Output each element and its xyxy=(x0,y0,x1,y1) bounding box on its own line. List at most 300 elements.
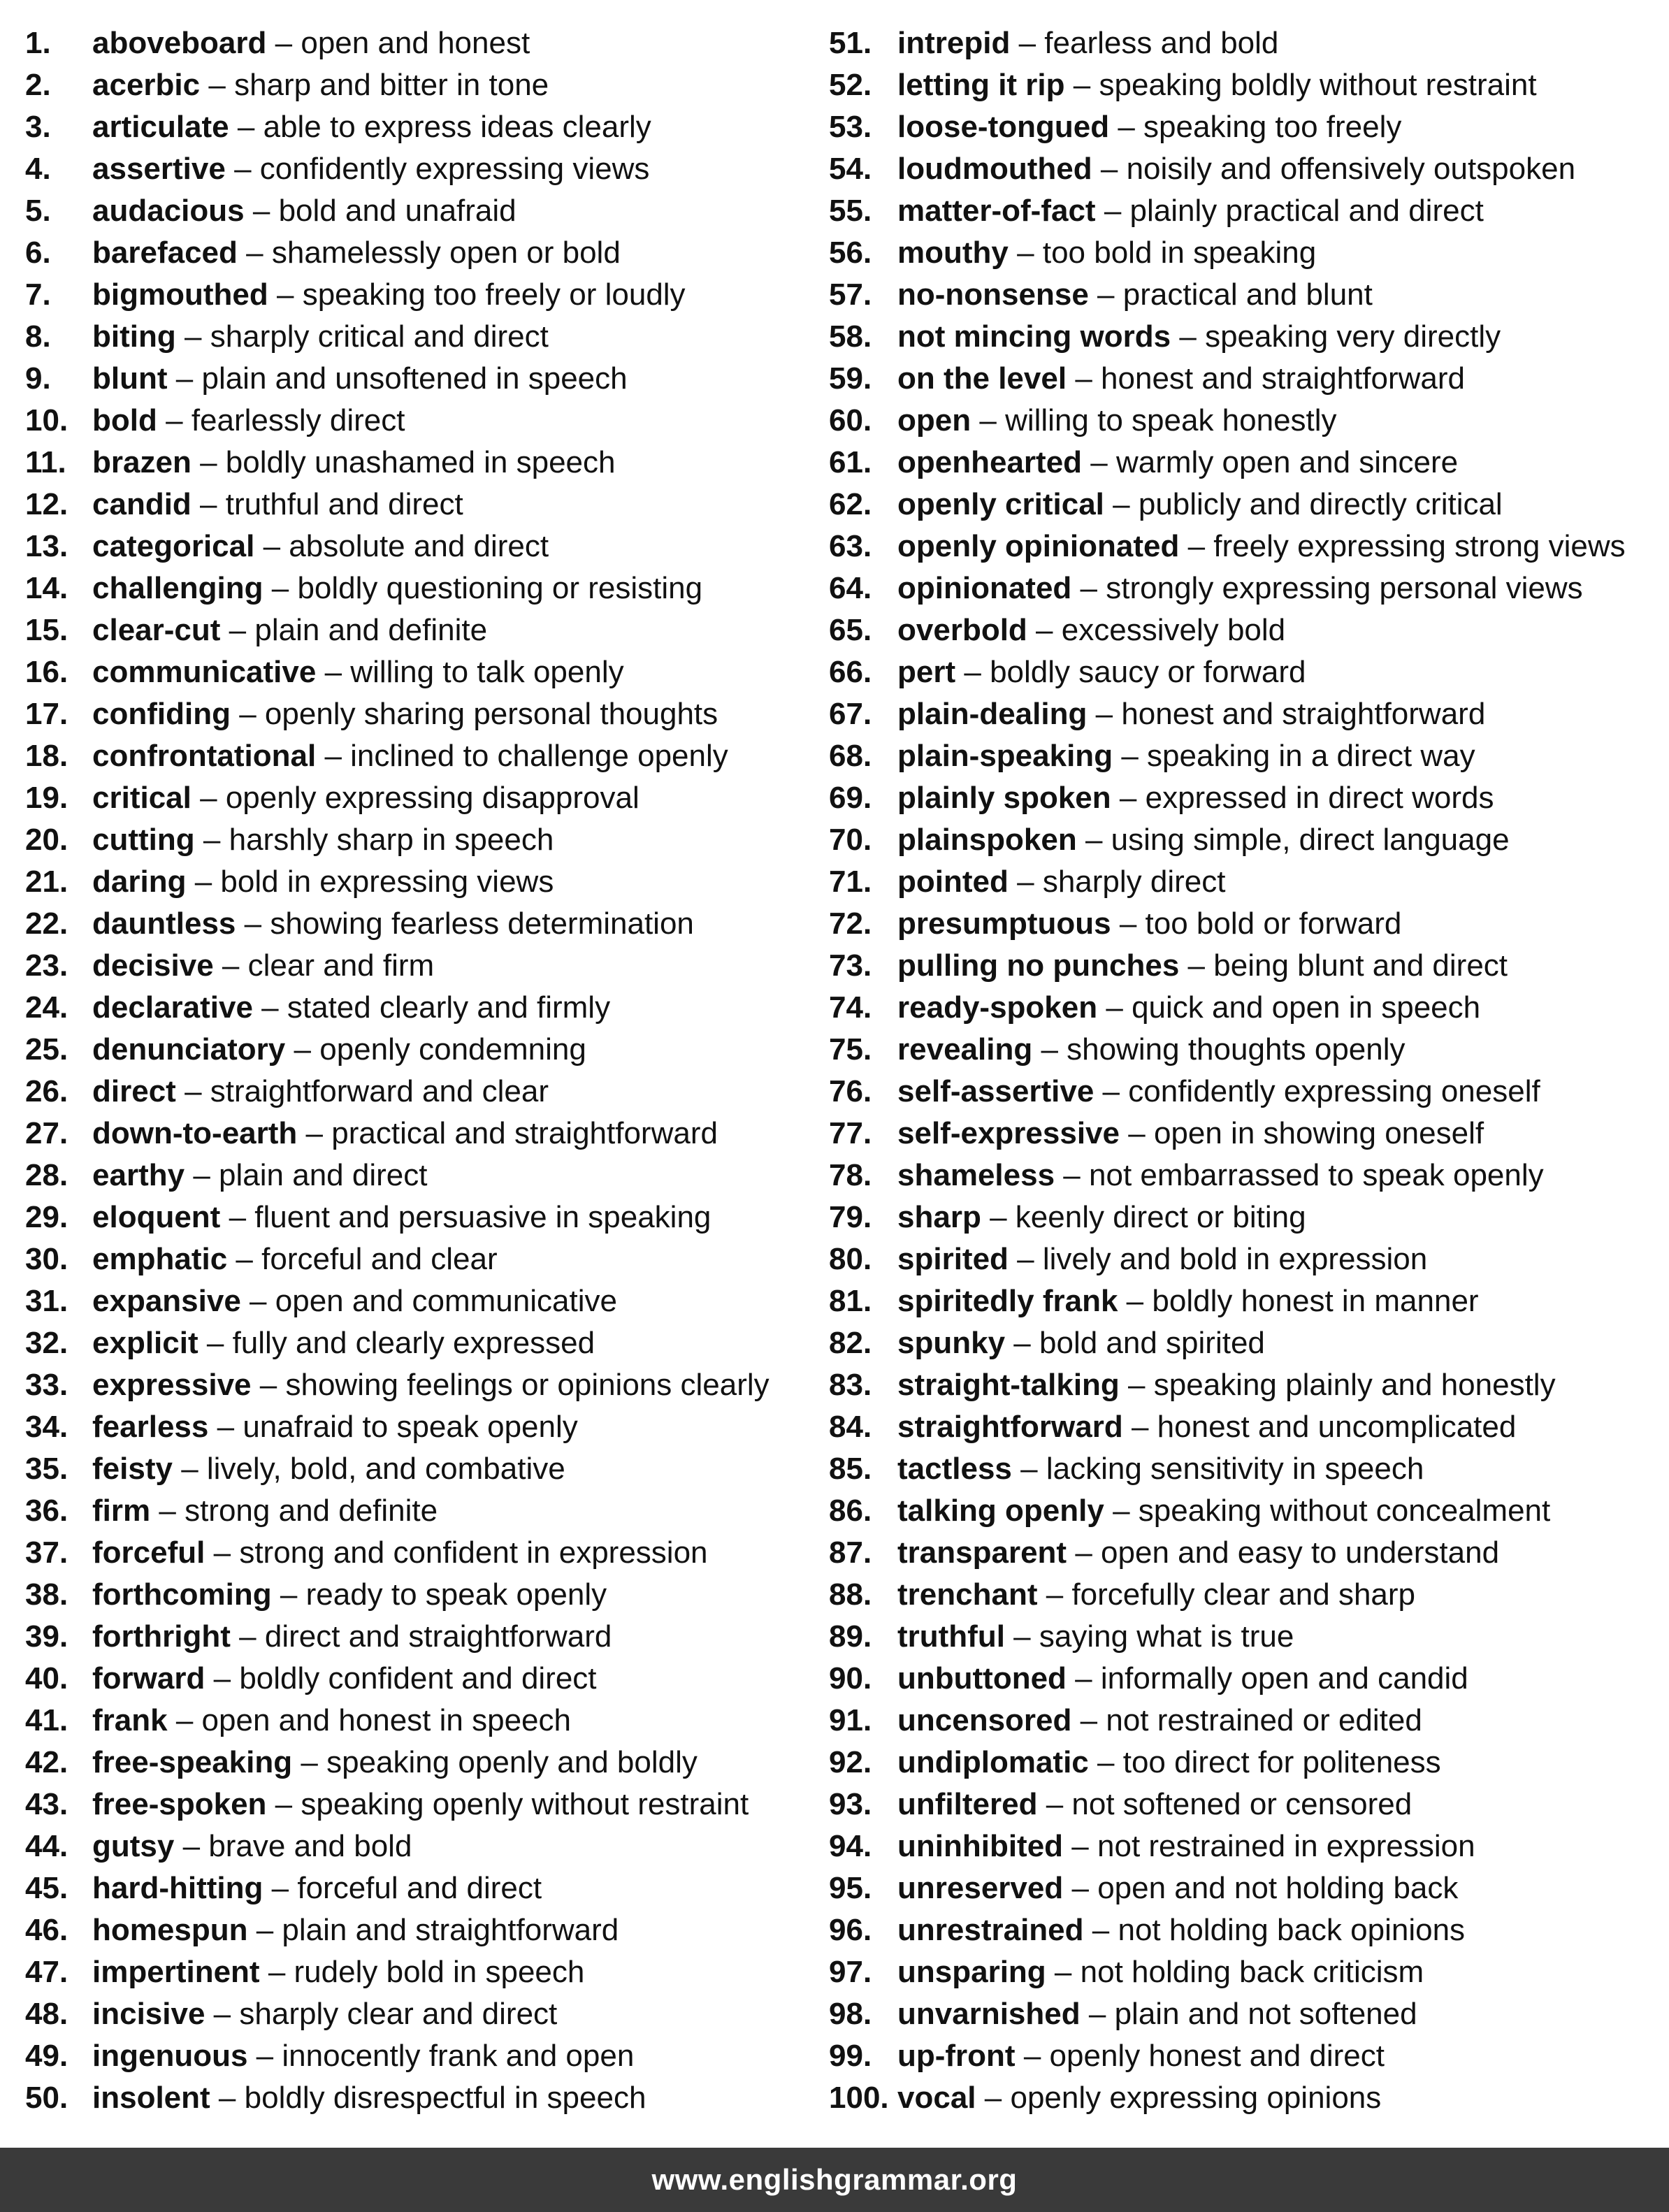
item-number: 91. xyxy=(829,1703,872,1737)
item-definition: plain and not softened xyxy=(1114,1997,1417,2031)
item-number: 97. xyxy=(829,1955,872,1989)
item-number: 14. xyxy=(25,571,68,605)
item-number: 20. xyxy=(25,823,68,857)
list-item xyxy=(829,1071,1661,1113)
item-text xyxy=(897,358,1465,400)
item-number: 47. xyxy=(25,1955,68,1989)
item-number: 11. xyxy=(25,445,66,479)
item-term: feisty xyxy=(92,1452,173,1486)
item-definition: honest and straightforward xyxy=(1101,361,1466,396)
item-number: 61. xyxy=(829,445,872,479)
item-definition: sharply critical and direct xyxy=(210,319,549,354)
list-item xyxy=(829,1197,1661,1238)
list-item xyxy=(25,1364,822,1406)
list-item xyxy=(829,64,1661,106)
item-number: 51. xyxy=(829,26,872,60)
item-number: 74. xyxy=(829,990,872,1025)
item-term: down-to-earth xyxy=(92,1116,298,1150)
item-term: unvarnished xyxy=(897,1997,1081,2031)
item-definition: honest and straightforward xyxy=(1121,697,1486,731)
item-number: 77. xyxy=(829,1116,872,1150)
item-text xyxy=(92,1364,770,1406)
item-separator: – xyxy=(990,1200,1007,1234)
item-definition: innocently frank and open xyxy=(282,2039,635,2073)
list-item xyxy=(25,64,822,106)
item-definition: strongly expressing personal views xyxy=(1106,571,1583,605)
item-term: impertinent xyxy=(92,1955,260,1989)
item-definition: stated clearly and firmly xyxy=(287,990,611,1025)
item-term: firm xyxy=(92,1494,151,1528)
item-text xyxy=(92,106,651,148)
item-separator: – xyxy=(1023,2039,1041,2073)
item-definition: speaking without concealment xyxy=(1138,1494,1551,1528)
item-definition: willing to talk openly xyxy=(350,655,624,689)
list-item xyxy=(829,1029,1661,1071)
item-text xyxy=(897,484,1503,526)
item-number: 21. xyxy=(25,865,68,899)
item-term: unrestrained xyxy=(897,1913,1084,1947)
item-term: self-assertive xyxy=(897,1074,1094,1108)
list-item xyxy=(25,693,822,735)
item-definition: being blunt and direct xyxy=(1213,948,1508,983)
item-term: spunky xyxy=(897,1326,1006,1360)
item-separator: – xyxy=(1131,1410,1149,1444)
item-separator: – xyxy=(175,1703,194,1737)
item-separator: – xyxy=(275,26,293,60)
item-definition: practical and blunt xyxy=(1122,277,1373,312)
item-term: opinionated xyxy=(897,571,1072,605)
list-item xyxy=(25,1071,822,1113)
list-item xyxy=(25,1532,822,1574)
list-item xyxy=(25,1406,822,1448)
item-separator: – xyxy=(1017,865,1034,899)
item-separator: – xyxy=(1075,1661,1092,1696)
item-separator: – xyxy=(1013,1326,1031,1360)
item-number: 98. xyxy=(829,1997,872,2031)
list-item xyxy=(829,777,1661,819)
item-text xyxy=(897,609,1285,651)
item-number: 44. xyxy=(25,1829,68,1863)
item-term: trenchant xyxy=(897,1577,1038,1612)
item-term: declarative xyxy=(92,990,253,1025)
item-text xyxy=(897,232,1316,274)
item-term: unbuttoned xyxy=(897,1661,1067,1696)
item-text xyxy=(897,1155,1544,1197)
list-item xyxy=(829,190,1661,232)
item-text xyxy=(92,400,405,442)
list-item xyxy=(25,148,822,190)
item-number: 46. xyxy=(25,1913,68,1947)
item-term: frank xyxy=(92,1703,168,1737)
item-definition: speaking plainly and honestly xyxy=(1153,1368,1556,1402)
item-number: 36. xyxy=(25,1494,68,1528)
list-item xyxy=(829,1113,1661,1155)
item-text xyxy=(92,1951,584,1993)
item-text xyxy=(92,1238,498,1280)
item-separator: – xyxy=(1095,697,1113,731)
item-term: pointed xyxy=(897,865,1009,899)
item-number: 89. xyxy=(829,1619,872,1654)
item-text xyxy=(92,651,624,693)
item-number: 16. xyxy=(25,655,68,689)
item-separator: – xyxy=(159,1494,176,1528)
item-definition: absolute and direct xyxy=(289,529,549,563)
item-number: 17. xyxy=(25,697,68,731)
list-item xyxy=(829,1867,1661,1909)
item-term: forthright xyxy=(92,1619,231,1654)
item-number: 43. xyxy=(25,1787,68,1821)
item-term: denunciatory xyxy=(92,1032,286,1067)
item-term: candid xyxy=(92,487,192,521)
list-item xyxy=(829,1993,1661,2035)
item-number: 78. xyxy=(829,1158,872,1192)
item-number: 69. xyxy=(829,781,872,815)
item-number: 90. xyxy=(829,1661,872,1696)
item-number: 53. xyxy=(829,110,872,144)
item-definition: lively, bold, and combative xyxy=(206,1452,565,1486)
item-number: 73. xyxy=(829,948,872,983)
item-definition: plain and definite xyxy=(254,613,488,647)
item-separator: – xyxy=(1017,1242,1034,1276)
item-term: undiplomatic xyxy=(897,1745,1089,1779)
list-item xyxy=(25,1742,822,1784)
item-separator: – xyxy=(213,1661,231,1696)
item-text xyxy=(92,1197,711,1238)
list-item xyxy=(25,1700,822,1742)
item-text xyxy=(92,1867,542,1909)
item-text xyxy=(92,1742,698,1784)
item-text xyxy=(897,22,1278,64)
list-item xyxy=(25,484,822,526)
item-number: 70. xyxy=(829,823,872,857)
item-separator: – xyxy=(1119,781,1137,815)
item-term: spirited xyxy=(897,1242,1009,1276)
list-item xyxy=(829,1658,1661,1700)
item-number: 76. xyxy=(829,1074,872,1108)
item-term: direct xyxy=(92,1074,176,1108)
item-definition: bold and spirited xyxy=(1039,1326,1265,1360)
item-definition: practical and straightforward xyxy=(331,1116,718,1150)
list-item xyxy=(829,819,1661,861)
item-separator: – xyxy=(1073,68,1091,102)
item-term: communicative xyxy=(92,655,317,689)
item-definition: fearless and bold xyxy=(1044,26,1279,60)
item-separator: – xyxy=(1179,319,1197,354)
list-item xyxy=(25,1826,822,1867)
item-definition: open and communicative xyxy=(275,1284,617,1318)
item-number: 86. xyxy=(829,1494,872,1528)
item-definition: openly condemning xyxy=(319,1032,586,1067)
item-separator: – xyxy=(1075,1535,1092,1570)
item-text xyxy=(92,274,686,316)
item-definition: forceful and clear xyxy=(261,1242,498,1276)
item-definition: not restrained or edited xyxy=(1106,1703,1422,1737)
list-item xyxy=(829,1406,1661,1448)
item-term: free-spoken xyxy=(92,1787,267,1821)
item-number: 54. xyxy=(829,152,872,186)
item-term: sharp xyxy=(897,1200,981,1234)
item-number: 92. xyxy=(829,1745,872,1779)
item-text xyxy=(92,1574,607,1616)
item-term: spiritedly frank xyxy=(897,1284,1118,1318)
list-item xyxy=(829,568,1661,609)
item-definition: confidently expressing views xyxy=(259,152,650,186)
item-separator: – xyxy=(1088,1997,1106,2031)
item-definition: speaking too freely or loudly xyxy=(302,277,686,312)
footer-url[interactable]: www.englishgrammar.org xyxy=(651,2163,1018,2196)
item-text xyxy=(897,945,1508,987)
item-number: 87. xyxy=(829,1535,872,1570)
item-separator: – xyxy=(237,110,255,144)
item-text xyxy=(92,903,694,945)
item-term: overbold xyxy=(897,613,1027,647)
item-text xyxy=(92,1700,571,1742)
list-item xyxy=(829,945,1661,987)
item-number: 31. xyxy=(25,1284,68,1318)
item-term: confiding xyxy=(92,697,231,731)
item-term: forthcoming xyxy=(92,1577,272,1612)
item-separator: – xyxy=(964,655,981,689)
item-number: 49. xyxy=(25,2039,68,2073)
item-definition: not softened or censored xyxy=(1071,1787,1412,1821)
item-term: talking openly xyxy=(897,1494,1104,1528)
item-text xyxy=(897,1826,1475,1867)
word-list-column-right xyxy=(829,22,1661,2119)
item-text xyxy=(92,2035,634,2077)
item-separator: – xyxy=(236,1242,253,1276)
item-text xyxy=(92,2077,646,2119)
item-definition: keenly direct or biting xyxy=(1015,1200,1306,1234)
item-term: unreserved xyxy=(897,1871,1064,1905)
list-item xyxy=(829,609,1661,651)
item-separator: – xyxy=(268,1955,286,1989)
item-term: intrepid xyxy=(897,26,1011,60)
item-definition: ready to speak openly xyxy=(305,1577,607,1612)
item-text xyxy=(92,1113,718,1155)
list-item xyxy=(25,861,822,903)
item-text xyxy=(92,1490,438,1532)
item-text xyxy=(92,1448,565,1490)
item-text xyxy=(897,2035,1385,2077)
item-term: bigmouthed xyxy=(92,277,268,312)
item-separator: – xyxy=(194,865,212,899)
item-separator: – xyxy=(252,194,270,228)
item-separator: – xyxy=(1097,277,1115,312)
item-term: openly opinionated xyxy=(897,529,1180,563)
item-separator: – xyxy=(275,1787,293,1821)
item-definition: inclined to challenge openly xyxy=(350,739,728,773)
item-definition: lively and bold in expression xyxy=(1042,1242,1428,1276)
item-term: forceful xyxy=(92,1535,205,1570)
item-term: plainspoken xyxy=(897,823,1077,857)
item-number: 6. xyxy=(25,236,51,270)
list-item xyxy=(829,1490,1661,1532)
list-item xyxy=(829,316,1661,358)
item-text xyxy=(897,903,1401,945)
item-term: challenging xyxy=(92,571,263,605)
item-term: eloquent xyxy=(92,1200,221,1234)
item-text xyxy=(897,1448,1424,1490)
item-text xyxy=(897,1867,1458,1909)
item-separator: – xyxy=(1113,487,1130,521)
item-definition: speaking openly and boldly xyxy=(326,1745,698,1779)
item-number: 41. xyxy=(25,1703,68,1737)
item-separator: – xyxy=(305,1116,324,1150)
item-term: shameless xyxy=(897,1158,1055,1192)
item-separator: – xyxy=(1063,1158,1081,1192)
item-number: 13. xyxy=(25,529,68,563)
item-text xyxy=(92,819,554,861)
item-number: 82. xyxy=(829,1326,872,1360)
item-separator: – xyxy=(1075,361,1092,396)
item-definition: open and easy to understand xyxy=(1101,1535,1500,1570)
item-text xyxy=(897,1574,1415,1616)
item-number: 35. xyxy=(25,1452,68,1486)
item-term: plainly spoken xyxy=(897,781,1111,815)
item-number: 75. xyxy=(829,1032,872,1067)
item-number: 48. xyxy=(25,1997,68,2031)
item-separator: – xyxy=(1104,194,1122,228)
list-item xyxy=(25,1490,822,1532)
item-number: 24. xyxy=(25,990,68,1025)
item-number: 23. xyxy=(25,948,68,983)
list-item xyxy=(25,442,822,484)
item-text xyxy=(92,64,549,106)
list-item xyxy=(25,358,822,400)
item-text xyxy=(92,1784,749,1826)
item-number: 72. xyxy=(829,906,872,941)
list-item xyxy=(25,777,822,819)
list-item xyxy=(25,1197,822,1238)
list-item xyxy=(829,442,1661,484)
item-separator: – xyxy=(276,277,294,312)
item-text xyxy=(92,316,549,358)
item-separator: – xyxy=(244,906,262,941)
item-definition: strong and confident in expression xyxy=(239,1535,708,1570)
item-term: categorical xyxy=(92,529,255,563)
item-definition: speaking openly without restraint xyxy=(301,1787,749,1821)
item-term: incisive xyxy=(92,1997,205,2031)
item-separator: – xyxy=(246,236,263,270)
item-separator: – xyxy=(250,1284,267,1318)
item-separator: – xyxy=(213,1535,231,1570)
item-text xyxy=(897,1280,1479,1322)
item-definition: speaking too freely xyxy=(1143,110,1402,144)
item-term: blunt xyxy=(92,361,168,396)
item-number: 99. xyxy=(829,2039,872,2073)
item-definition: open and not holding back xyxy=(1097,1871,1459,1905)
item-separator: – xyxy=(984,2081,1002,2115)
item-definition: plain and direct xyxy=(219,1158,428,1192)
item-definition: fluent and persuasive in speaking xyxy=(254,1200,711,1234)
item-text xyxy=(897,316,1501,358)
item-separator: – xyxy=(1121,739,1139,773)
item-definition: harshly sharp in speech xyxy=(229,823,554,857)
item-text xyxy=(897,526,1626,568)
item-definition: confidently expressing oneself xyxy=(1128,1074,1540,1108)
item-separator: – xyxy=(1036,613,1053,647)
item-number: 5. xyxy=(25,194,51,228)
item-definition: bold and unafraid xyxy=(278,194,516,228)
item-text xyxy=(92,777,640,819)
item-text xyxy=(897,190,1484,232)
item-separator: – xyxy=(1106,990,1123,1025)
item-separator: – xyxy=(200,445,217,479)
item-text xyxy=(92,1532,708,1574)
list-item xyxy=(25,2035,822,2077)
item-separator: – xyxy=(1100,152,1118,186)
item-definition: able to express ideas clearly xyxy=(263,110,651,144)
item-term: pert xyxy=(897,655,956,689)
item-term: matter-of-fact xyxy=(897,194,1096,228)
list-item xyxy=(25,568,822,609)
list-item xyxy=(25,945,822,987)
item-definition: straightforward and clear xyxy=(210,1074,549,1108)
item-definition: strong and definite xyxy=(185,1494,438,1528)
list-item xyxy=(829,106,1661,148)
item-separator: – xyxy=(256,2039,274,2073)
item-separator: – xyxy=(208,68,226,102)
item-definition: showing fearless determination xyxy=(270,906,694,941)
word-list-column-left xyxy=(25,22,822,2119)
item-separator: – xyxy=(185,1074,202,1108)
item-definition: using simple, direct language xyxy=(1111,823,1510,857)
item-number: 95. xyxy=(829,1871,872,1905)
item-separator: – xyxy=(182,1829,201,1863)
item-definition: fearlessly direct xyxy=(191,403,405,438)
list-item xyxy=(829,1155,1661,1197)
item-separator: – xyxy=(203,823,221,857)
list-item xyxy=(829,1784,1661,1826)
item-definition: unafraid to speak openly xyxy=(243,1410,578,1444)
item-term: openhearted xyxy=(897,445,1083,479)
item-definition: plain and unsoftened in speech xyxy=(201,361,628,396)
item-definition: openly honest and direct xyxy=(1049,2039,1385,2073)
item-text xyxy=(897,1029,1406,1071)
item-text xyxy=(92,1322,595,1364)
item-text xyxy=(897,568,1583,609)
item-definition: shamelessly open or bold xyxy=(271,236,621,270)
item-text xyxy=(92,442,616,484)
item-number: 29. xyxy=(25,1200,68,1234)
item-term: forward xyxy=(92,1661,205,1696)
item-term: aboveboard xyxy=(92,26,267,60)
item-number: 2. xyxy=(25,68,51,102)
list-item xyxy=(829,358,1661,400)
item-number: 60. xyxy=(829,403,872,438)
item-separator: – xyxy=(166,403,183,438)
item-definition: fully and clearly expressed xyxy=(232,1326,595,1360)
list-item xyxy=(25,987,822,1029)
list-item xyxy=(829,22,1661,64)
item-text xyxy=(92,148,649,190)
list-item xyxy=(829,274,1661,316)
item-text xyxy=(897,861,1225,903)
item-text xyxy=(92,568,702,609)
item-term: ingenuous xyxy=(92,2039,248,2073)
item-separator: – xyxy=(1113,1494,1130,1528)
list-item xyxy=(829,2035,1661,2077)
item-text xyxy=(92,1406,578,1448)
item-definition: truthful and direct xyxy=(225,487,463,521)
item-definition: forceful and direct xyxy=(297,1871,542,1905)
list-item xyxy=(829,232,1661,274)
item-separator: – xyxy=(1013,1619,1031,1654)
item-separator: – xyxy=(1097,1745,1115,1779)
item-definition: excessively bold xyxy=(1061,613,1286,647)
item-term: on the level xyxy=(897,361,1067,396)
item-separator: – xyxy=(1046,1787,1064,1821)
